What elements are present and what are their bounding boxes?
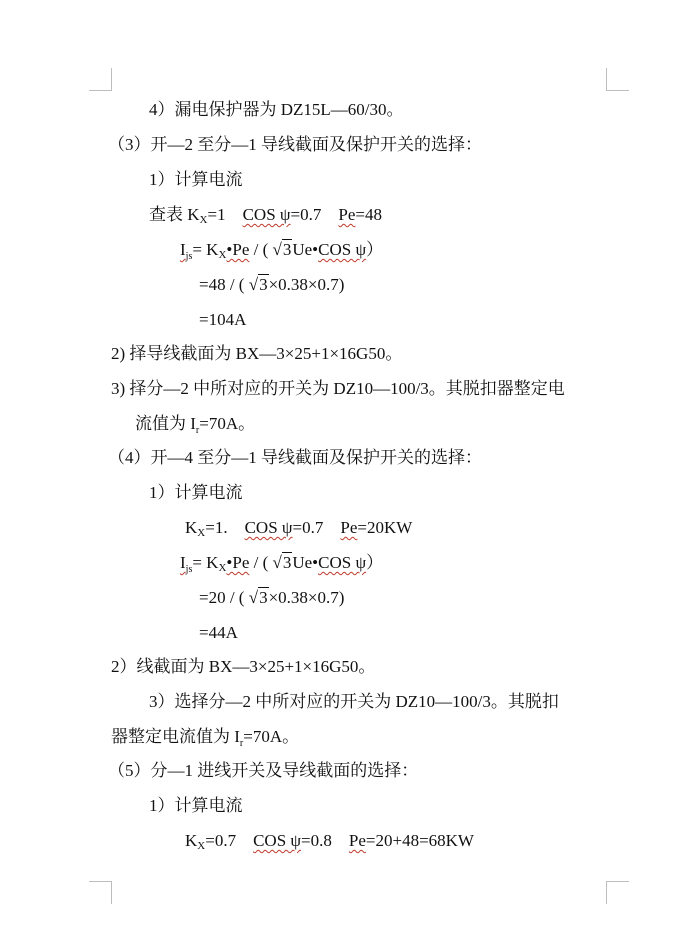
spellcheck-word: •Pe bbox=[226, 240, 250, 259]
text-span: Ue• bbox=[292, 553, 319, 572]
section-heading: （3）开—2 至分—1 导线截面及保护开关的选择： bbox=[108, 135, 482, 154]
spellcheck-word bbox=[180, 553, 193, 575]
formula-line bbox=[149, 204, 382, 226]
text-span: =1. bbox=[205, 518, 245, 537]
spellcheck-word: COS ψ bbox=[318, 553, 367, 572]
result-line: =104A bbox=[199, 310, 247, 329]
text-span: =48 / ( √ bbox=[199, 275, 259, 294]
subheading: 1）计算电流 bbox=[149, 796, 243, 815]
text-span: / ( √ bbox=[249, 240, 282, 259]
spellcheck-word bbox=[180, 240, 193, 262]
subscript: X bbox=[218, 249, 227, 261]
subscript: r bbox=[195, 425, 200, 436]
section-heading: （5）分—1 进线开关及导线截面的选择： bbox=[108, 761, 419, 780]
spellcheck-word: Pe bbox=[348, 831, 366, 850]
sqrt-argument: 3 bbox=[282, 240, 292, 259]
subheading: 1）计算电流 bbox=[149, 170, 243, 189]
text-span: ×0.38×0.7) bbox=[268, 275, 345, 294]
text-span: =0.8 bbox=[301, 831, 349, 850]
text-span: =0.7 bbox=[290, 205, 339, 224]
sqrt-argument: 3 bbox=[259, 588, 268, 607]
sqrt-argument: 3 bbox=[282, 553, 292, 572]
spellcheck-word: COS ψ bbox=[253, 831, 302, 850]
text-span: ） bbox=[366, 240, 384, 259]
text-line: 3) 择分—2 中所对应的开关为 DZ10—100/3。其脱扣器整定电 bbox=[111, 379, 565, 398]
subscript: r bbox=[239, 738, 244, 749]
section-heading: （4）开—4 至分—1 导线截面及保护开关的选择： bbox=[108, 448, 482, 467]
subscript: X bbox=[197, 840, 206, 852]
corner-mark-top-right bbox=[606, 68, 629, 91]
text-span: =0.7 bbox=[292, 518, 341, 537]
text-span: =0.7 bbox=[205, 831, 254, 850]
formula-line bbox=[185, 830, 474, 852]
text-span: K bbox=[185, 831, 198, 850]
spellcheck-word: Pe bbox=[340, 518, 358, 537]
text-span: =20 / ( √ bbox=[199, 588, 259, 607]
text-span: 查表 K bbox=[149, 205, 200, 224]
text-span: = K bbox=[192, 553, 219, 572]
text-span: =20KW bbox=[357, 518, 413, 537]
formula-line bbox=[180, 239, 383, 261]
text-span: =20+48=68KW bbox=[365, 831, 474, 850]
subscript: js bbox=[185, 251, 193, 262]
text-span: Ue• bbox=[292, 240, 319, 259]
text-line bbox=[135, 413, 255, 435]
text-line: 3）选择分—2 中所对应的开关为 DZ10—100/3。其脱扣 bbox=[149, 692, 559, 711]
formula-line bbox=[180, 552, 383, 574]
text-span: =70A。 bbox=[243, 727, 300, 746]
formula-line bbox=[185, 517, 412, 539]
text-span: I bbox=[180, 553, 186, 572]
text-span: =70A。 bbox=[199, 414, 256, 433]
subscript: X bbox=[218, 562, 227, 574]
spellcheck-word: Pe bbox=[338, 205, 356, 224]
subscript: X bbox=[199, 214, 208, 226]
spellcheck-word: COS ψ bbox=[242, 205, 291, 224]
subscript: js bbox=[185, 564, 193, 575]
corner-mark-bottom-left bbox=[89, 881, 112, 904]
corner-mark-top-left bbox=[89, 68, 112, 91]
spellcheck-word: COS ψ bbox=[244, 518, 293, 537]
text-span: ） bbox=[366, 553, 384, 572]
text-span: / ( √ bbox=[249, 553, 282, 572]
text-span: =1 bbox=[207, 205, 243, 224]
spellcheck-word: COS ψ bbox=[318, 240, 367, 259]
text-line bbox=[111, 726, 299, 748]
text-span: = K bbox=[192, 240, 219, 259]
text-span: ×0.38×0.7) bbox=[268, 588, 345, 607]
corner-mark-bottom-right bbox=[606, 881, 629, 904]
spellcheck-word: •Pe bbox=[226, 553, 250, 572]
text-span: K bbox=[185, 518, 198, 537]
subheading: 1）计算电流 bbox=[149, 483, 243, 502]
formula-line bbox=[199, 274, 344, 296]
text-span: =48 bbox=[355, 205, 382, 224]
result-line: =44A bbox=[199, 623, 238, 642]
text-span: I bbox=[180, 240, 186, 259]
formula-line bbox=[199, 587, 344, 609]
text-line: 2）线截面为 BX—3×25+1×16G50。 bbox=[111, 657, 376, 676]
text-span: 流值为 I bbox=[135, 414, 196, 433]
sqrt-argument: 3 bbox=[259, 275, 268, 294]
text-line: 2) 择导线截面为 BX—3×25+1×16G50。 bbox=[111, 344, 403, 363]
subscript: X bbox=[197, 527, 206, 539]
text-line: 4）漏电保护器为 DZ15L—60/30。 bbox=[149, 100, 404, 119]
text-span: 器整定电流值为 I bbox=[111, 727, 240, 746]
